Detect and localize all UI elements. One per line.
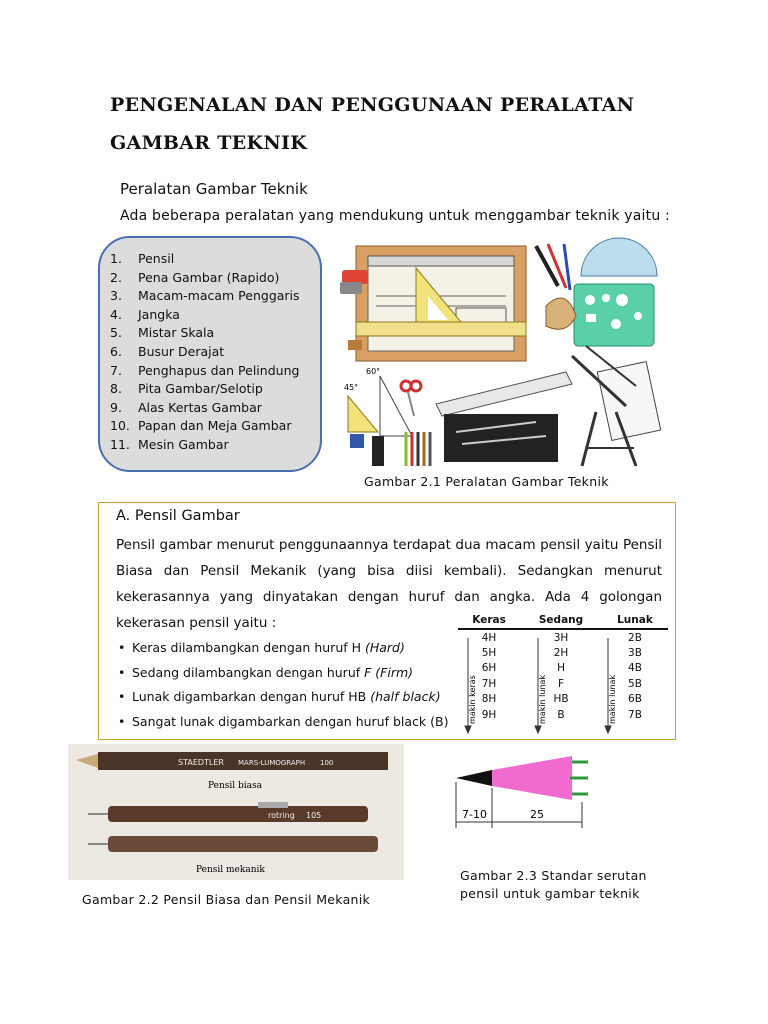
grade-cell: 6H (481, 662, 497, 675)
side-label-lunak: makin lunak (608, 674, 617, 724)
tool-label: Papan dan Meja Gambar (138, 418, 292, 434)
tool-item (110, 436, 320, 455)
tool-item (110, 343, 320, 362)
tool-number: 9. (110, 399, 122, 415)
tool-item (110, 362, 320, 381)
grade-cell: 6B (628, 693, 642, 706)
sharpening-diagram (452, 748, 588, 830)
tool-label: Mesin Gambar (138, 436, 229, 452)
label-pensil-mekanik: Pensil mekanik (196, 865, 265, 875)
paragraph-line: Pensil gambar menurut penggunaannya terdapat dua macam pensil yaitu Pensil (116, 537, 662, 553)
figure-2-3-caption-line1: Gambar 2.3 Standar serutan (460, 868, 647, 883)
tool-number: 3. (110, 288, 122, 304)
dim-7-10: 7-10 (462, 808, 487, 821)
grade-cell: 4B (628, 662, 642, 675)
pencils-illustration (68, 744, 404, 880)
tool-item (110, 380, 320, 399)
grade-cell: 7H (481, 677, 497, 690)
brand-rotring: rotring (268, 811, 295, 820)
brand-staedtler: STAEDTLER (178, 758, 224, 767)
tool-item (110, 306, 320, 325)
figure-2-2-caption: Gambar 2.2 Pensil Biasa dan Pensil Mekanik (82, 892, 371, 907)
tool-number: 7. (110, 362, 122, 378)
paragraph-line: kekerasannya yang dinyatakan dengan huruf dan angka. Ada 4 golongan (116, 589, 662, 605)
intro-text: Ada beberapa peralatan yang mendukung untuk menggambar teknik yaitu : (120, 208, 670, 224)
tool-number: 8. (110, 381, 122, 397)
bullet-text: Lunak digambarkan dengan huruf HB (132, 689, 371, 704)
tool-item (110, 287, 320, 306)
figure-pencils (68, 744, 404, 880)
tool-number: 11. (110, 436, 130, 452)
grade-cell: HB (553, 693, 569, 706)
figure-sharpening (452, 748, 588, 830)
side-label-keras: makin keras (468, 675, 477, 724)
grade-cell: H (557, 662, 565, 675)
tool-label: Macam-macam Penggaris (138, 288, 300, 304)
tool-item (110, 269, 320, 288)
grade-cell: 5H (481, 647, 497, 660)
tool-label: Pensil (138, 251, 175, 266)
grade-cell: B (557, 708, 565, 721)
grade-cell: 9H (481, 708, 497, 721)
tool-label: Busur Derajat (138, 343, 225, 359)
angle-60-label: 60° (366, 367, 381, 376)
bullet-text: Sedang dilambangkan dengan huruf (132, 664, 365, 680)
tool-number: 4. (110, 306, 122, 322)
hardness-bullet (116, 661, 448, 686)
tool-label: Alas Kertas Gambar (138, 399, 262, 415)
tool-number: 5. (110, 325, 122, 341)
figure-2-3-caption-line2: pensil untuk gambar teknik (460, 886, 640, 901)
hardness-bullet (116, 636, 448, 661)
tool-item (110, 324, 320, 343)
grade-cell: 7B (628, 708, 642, 721)
hardness-bullets (116, 636, 448, 734)
grade-header: Keras (458, 612, 520, 629)
tool-number: 1. (110, 251, 122, 266)
tool-label: Mistar Skala (138, 325, 215, 341)
angle-45-label: 45° (344, 383, 359, 392)
tool-item (110, 417, 320, 436)
tools-list (100, 238, 320, 455)
tools-list-box (98, 236, 322, 472)
section-a-heading: A. Pensil Gambar (116, 508, 240, 524)
tool-number: 2. (110, 269, 122, 285)
bullet-italic: F (Firm) (364, 664, 414, 680)
grade-cell: 8H (481, 693, 497, 706)
tool-label: Penghapus dan Pelindung (138, 362, 300, 378)
section-heading-peralatan: Peralatan Gambar Teknik (120, 180, 308, 198)
drawing-tools-illustration (336, 236, 664, 472)
model-105: 105 (306, 811, 322, 820)
paragraph-line: Biasa dan Pensil Mekanik (yang bisa diisi kembali). Sedangkan menurut (116, 563, 662, 579)
tool-item (110, 250, 320, 269)
model-number: 100 (320, 759, 334, 767)
model-lumograph: MARS-LUMOGRAPH (238, 759, 306, 767)
bullet-italic: (Hard) (364, 640, 405, 655)
tool-label: Pita Gambar/Selotip (138, 381, 263, 397)
tool-item (110, 399, 320, 418)
bullet-text: Keras dilambangkan dengan huruf H (132, 640, 365, 655)
grade-header: Lunak (602, 612, 668, 629)
side-label-sedang: makin lunak (538, 674, 547, 724)
grade-header: Sedang (520, 612, 602, 629)
grade-cell: 3H (553, 631, 569, 644)
pencil-grade-table (458, 612, 668, 736)
tool-number: 10. (110, 418, 130, 434)
grade-cell: 2B (628, 631, 642, 644)
grade-cell: 4H (481, 631, 497, 644)
tool-number: 6. (110, 343, 122, 359)
label-pensil-biasa: Pensil biasa (208, 781, 262, 791)
grade-cell: 2H (553, 647, 569, 660)
tool-label: Jangka (138, 306, 180, 322)
dim-25: 25 (530, 808, 544, 821)
figure-2-1-caption: Gambar 2.1 Peralatan Gambar Teknik (364, 474, 609, 489)
bullet-italic: (half black) (370, 689, 441, 704)
grade-arrows (458, 632, 668, 736)
hardness-bullet (116, 685, 448, 710)
page-title: PENGENALAN DAN PENGGUNAAN PERALATAN GAMBAR TEKNIK (110, 94, 635, 154)
paragraph-line: kekerasan pensil yaitu : (116, 615, 277, 631)
figure-drawing-tools (336, 236, 664, 472)
tool-label: Pena Gambar (Rapido) (138, 269, 280, 285)
grade-cell: 3B (628, 647, 642, 660)
bullet-text: Sangat lunak digambarkan dengan huruf black (B) (132, 713, 449, 729)
grade-cell: 5B (628, 677, 642, 690)
grade-cell: F (558, 677, 565, 690)
hardness-bullet (116, 710, 448, 735)
